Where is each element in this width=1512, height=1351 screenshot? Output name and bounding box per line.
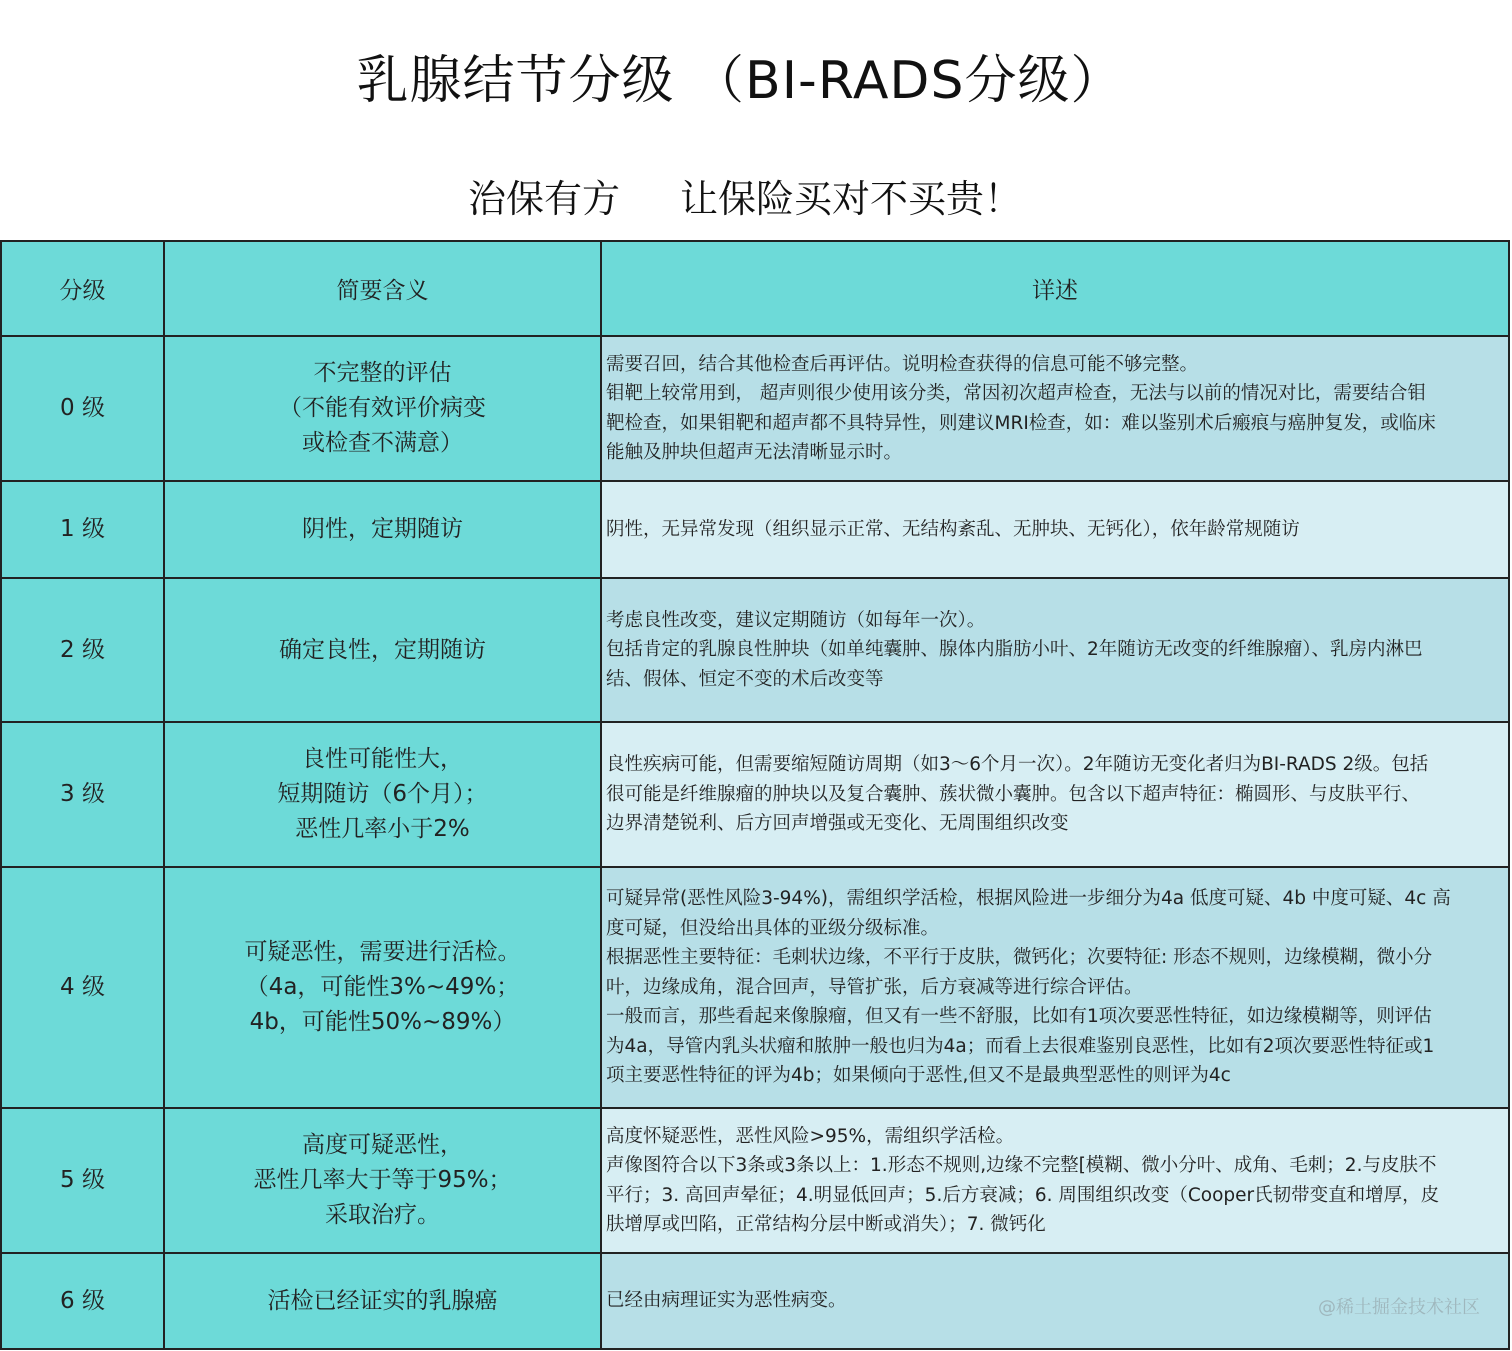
meaning-line: 或检查不满意） bbox=[302, 430, 463, 456]
meaning-cell bbox=[164, 1253, 601, 1349]
header-grade: 分级 bbox=[1, 241, 164, 336]
meaning-line: 恶性几率小于2% bbox=[295, 816, 470, 842]
table-row bbox=[1, 722, 1509, 867]
meaning-line: 高度可疑恶性， bbox=[302, 1132, 463, 1158]
table-row bbox=[1, 578, 1509, 722]
birads-table bbox=[0, 240, 1510, 1350]
detail-line: 良性疾病可能，但需要缩短随访周期（如3～6个月一次）。2年随访无变化者归为BI-RADS 2级。包括 bbox=[606, 754, 1429, 776]
subtitle bbox=[0, 168, 1490, 223]
subtitle-brand: 治保有方 bbox=[467, 177, 620, 221]
subtitle-slogan: 让保险买对不买贵！ bbox=[680, 177, 1023, 221]
detail-line: 靶检查，如果钼靶和超声都不具特异性，则建议MRI检查，如：难以鉴别术后瘢痕与癌肿复发，或临床 bbox=[606, 412, 1436, 434]
meaning-line: 不完整的评估 bbox=[313, 360, 452, 386]
grade-cell: 2 级 bbox=[1, 578, 164, 722]
table-row bbox=[1, 336, 1509, 481]
detail-cell bbox=[601, 578, 1509, 722]
detail-line: 叶，边缘成角，混合回声，导管扩张，后方衰减等进行综合评估。 bbox=[606, 976, 1143, 998]
detail-line: 包括肯定的乳腺良性肿块（如单纯囊肿、腺体内脂肪小叶、2年随访无改变的纤维腺瘤）、乳房内淋巴 bbox=[606, 639, 1423, 661]
detail-cell bbox=[601, 1108, 1509, 1253]
table-row bbox=[1, 1108, 1509, 1253]
meaning-cell bbox=[164, 1108, 601, 1253]
grade-cell: 4 级 bbox=[1, 867, 164, 1108]
meaning-cell bbox=[164, 481, 601, 578]
detail-line: 为4a，导管内乳头状瘤和脓肿一般也归为4a；而看上去很难鉴别良恶性，比如有2项次要恶性特征或1 bbox=[606, 1035, 1435, 1057]
page-title: 乳腺结节分级 （BI-RADS分级） bbox=[356, 51, 1124, 111]
detail-line: 根据恶性主要特征：毛刺状边缘，不平行于皮肤，微钙化；次要特征: 形态不规则，边缘模糊，微小分 bbox=[606, 947, 1433, 969]
meaning-line: 短期随访（6个月）； bbox=[277, 781, 488, 807]
grade-cell: 6 级 bbox=[1, 1253, 164, 1349]
detail-line: 很可能是纤维腺瘤的肿块以及复合囊肿、蔟状微小囊肿。包含以下超声特征：椭圆形、与皮肤平行、 bbox=[606, 783, 1421, 805]
header-meaning: 简要含义 bbox=[164, 241, 601, 336]
meaning-line: 采取治疗。 bbox=[325, 1202, 440, 1228]
detail-line: 项主要恶性特征的评为4b；如果倾向于恶性,但又不是最典型恶性的则评为4c bbox=[606, 1065, 1231, 1087]
meaning-line: 可疑恶性，需要进行活检。 bbox=[244, 939, 521, 965]
detail-cell bbox=[601, 867, 1509, 1108]
detail-line: 已经由病理证实为恶性病变。 bbox=[606, 1290, 847, 1312]
detail-line: 钼靶上较常用到， 超声则很少使用该分类，常因初次超声检查，无法与以前的情况对比，需要结合钼 bbox=[606, 383, 1426, 404]
detail-line: 考虑良性改变，建议定期随访（如每年一次）。 bbox=[606, 609, 986, 631]
detail-cell bbox=[601, 336, 1509, 481]
meaning-line: 4b，可能性50%~89%） bbox=[249, 1009, 516, 1035]
detail-cell bbox=[601, 722, 1509, 867]
detail-line: 阴性，无异常发现（组织显示正常、无结构紊乱、无肿块、无钙化），依年龄常规随访 bbox=[606, 518, 1300, 540]
detail-line: 度可疑，但没给出具体的亚级分级标准。 bbox=[606, 917, 940, 939]
grade-cell: 5 级 bbox=[1, 1108, 164, 1253]
meaning-line: 活检已经证实的乳腺癌 bbox=[267, 1287, 498, 1314]
meaning-line: 恶性几率大于等于95%； bbox=[253, 1167, 512, 1193]
header-detail: 详述 bbox=[601, 241, 1509, 336]
meaning-cell bbox=[164, 578, 601, 722]
table-row bbox=[1, 867, 1509, 1108]
grade-cell: 1 级 bbox=[1, 481, 164, 578]
detail-line: 能触及肿块但超声无法清晰显示时。 bbox=[606, 442, 903, 463]
meaning-line: 良性可能性大， bbox=[302, 746, 463, 772]
meaning-cell bbox=[164, 867, 601, 1108]
table-row bbox=[1, 1253, 1509, 1349]
detail-line: 平行；3. 高回声晕征；4.明显低回声；5.后方衰减；6. 周围组织改变（Cooper氏韧带变直和增厚，皮 bbox=[606, 1184, 1440, 1206]
grade-cell: 0 级 bbox=[1, 336, 164, 481]
detail-line: 需要召回，结合其他检查后再评估。说明检查获得的信息可能不够完整。 bbox=[606, 353, 1199, 375]
detail-line: 可疑异常(恶性风险3-94%)，需组织学活检，根据风险进一步细分为4a 低度可疑、4b 中度可疑、4c 高 bbox=[606, 888, 1451, 910]
meaning-line: （4a，可能性3%~49%； bbox=[245, 974, 520, 1000]
meaning-line: 阴性，定期随访 bbox=[302, 516, 463, 542]
meaning-cell bbox=[164, 336, 601, 481]
detail-cell bbox=[601, 481, 1509, 578]
grade-cell: 3 级 bbox=[1, 722, 164, 867]
detail-line: 肤增厚或凹陷，正常结构分层中断或消失）；7. 微钙化 bbox=[606, 1214, 1046, 1235]
detail-line: 边界清楚锐利、后方回声增强或无变化、无周围组织改变 bbox=[606, 813, 1069, 835]
meaning-cell bbox=[164, 722, 601, 867]
detail-line: 高度怀疑恶性，恶性风险>95%，需组织学活检。 bbox=[606, 1125, 1015, 1147]
detail-line: 结、假体、恒定不变的术后改变等 bbox=[606, 668, 884, 690]
table-row bbox=[1, 481, 1509, 578]
meaning-line: （不能有效评价病变 bbox=[279, 395, 486, 421]
watermark: @稀土掘金技术社区 bbox=[1318, 1297, 1480, 1318]
detail-line: 一般而言，那些看起来像腺瘤，但又有一些不舒服，比如有1项次要恶性特征，如边缘模糊等，则评估 bbox=[606, 1006, 1432, 1028]
detail-line: 声像图符合以下3条或3条以上：1.形态不规则,边缘不完整[模糊、微小分叶、成角、毛刺；2.与皮肤不 bbox=[606, 1155, 1437, 1176]
meaning-line: 确定良性，定期随访 bbox=[279, 636, 486, 663]
